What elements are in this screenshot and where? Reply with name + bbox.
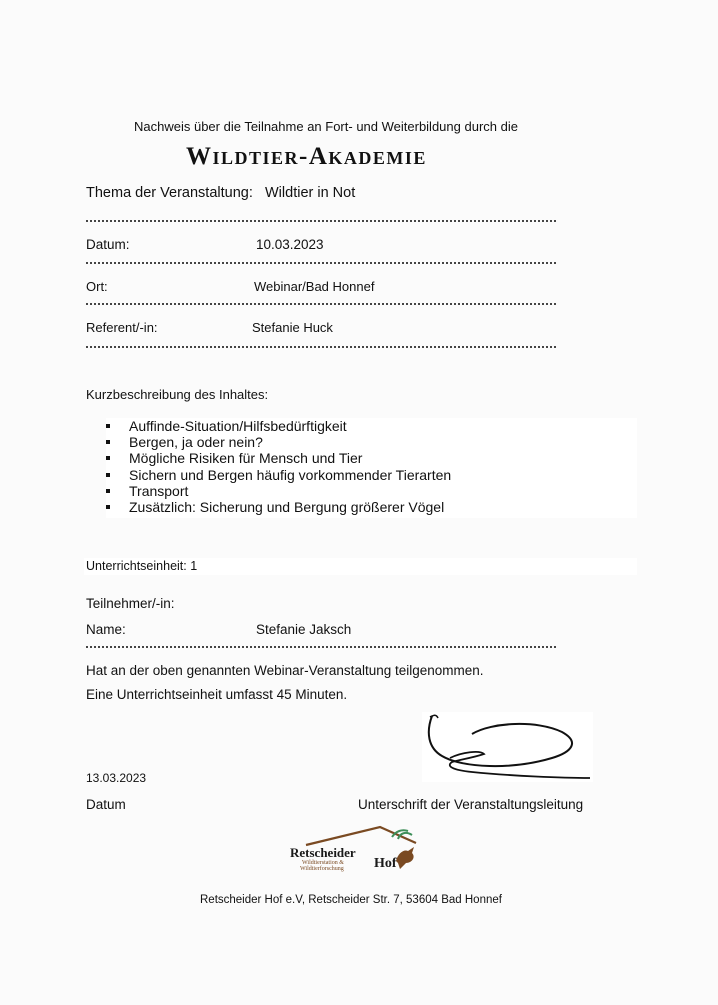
footer-address: Retscheider Hof e.V, Retscheider Str. 7, 53604 Bad Honnef xyxy=(200,894,502,906)
speaker-label: Referent/-in: xyxy=(86,320,158,335)
fox-icon xyxy=(396,847,414,869)
list-item: Zusätzlich: Sicherung und Bergung größerer Vögel xyxy=(106,499,451,515)
dotted-line xyxy=(86,220,556,222)
logo-tagline-2: Wildtierforschung xyxy=(300,866,344,872)
dotted-line xyxy=(86,346,556,348)
signature-image xyxy=(422,712,593,782)
logo-tagline-1: Wildtierstation & xyxy=(302,860,344,866)
logo-name-line1: Retscheider xyxy=(290,845,356,860)
list-item: Mögliche Risiken für Mensch und Tier xyxy=(106,450,451,466)
content-list xyxy=(106,418,451,515)
dotted-line xyxy=(86,646,556,648)
list-item: Transport xyxy=(106,483,451,499)
retscheider-hof-logo xyxy=(288,823,438,875)
content-heading: Kurzbeschreibung des Inhaltes: xyxy=(86,387,269,402)
dotted-line xyxy=(86,262,556,264)
participant-heading: Teilnehmer/-in: xyxy=(86,596,175,611)
topic-label: Thema der Veranstaltung: xyxy=(86,185,253,201)
place-value: Webinar/Bad Honnef xyxy=(254,279,375,294)
unit-note: Eine Unterrichtseinheit umfasst 45 Minuten. xyxy=(86,687,348,702)
date-caption: Datum xyxy=(86,797,126,812)
name-value: Stefanie Jaksch xyxy=(256,622,352,637)
handwritten-signature xyxy=(422,712,593,782)
signature-date: 13.03.2023 xyxy=(86,771,147,785)
name-label: Name: xyxy=(86,622,126,637)
date-label: Datum: xyxy=(86,237,130,252)
topic-value: Wildtier in Not xyxy=(265,185,356,201)
list-item: Bergen, ja oder nein? xyxy=(106,434,451,450)
list-item: Auffinde-Situation/Hilfsbedürftigkeit xyxy=(106,418,451,434)
logo-name-line2: Hof xyxy=(374,856,397,871)
participation-statement: Hat an der oben genannten Webinar-Veranstaltung teilgenommen. xyxy=(86,663,484,678)
place-label: Ort: xyxy=(86,279,108,294)
dotted-line xyxy=(86,303,556,305)
units-text: Unterrichtseinheit: 1 xyxy=(86,559,198,573)
speaker-value: Stefanie Huck xyxy=(252,320,333,335)
date-value: 10.03.2023 xyxy=(256,237,324,252)
list-item: Sichern und Bergen häufig vorkommender Tierarten xyxy=(106,467,451,483)
certificate-intro: Nachweis über die Teilnahme an Fort- und Weiterbildung durch die xyxy=(134,119,518,134)
academy-title: Wildtier-Akademie xyxy=(186,143,427,170)
signature-caption: Unterschrift der Veranstaltungsleitung xyxy=(358,797,584,812)
